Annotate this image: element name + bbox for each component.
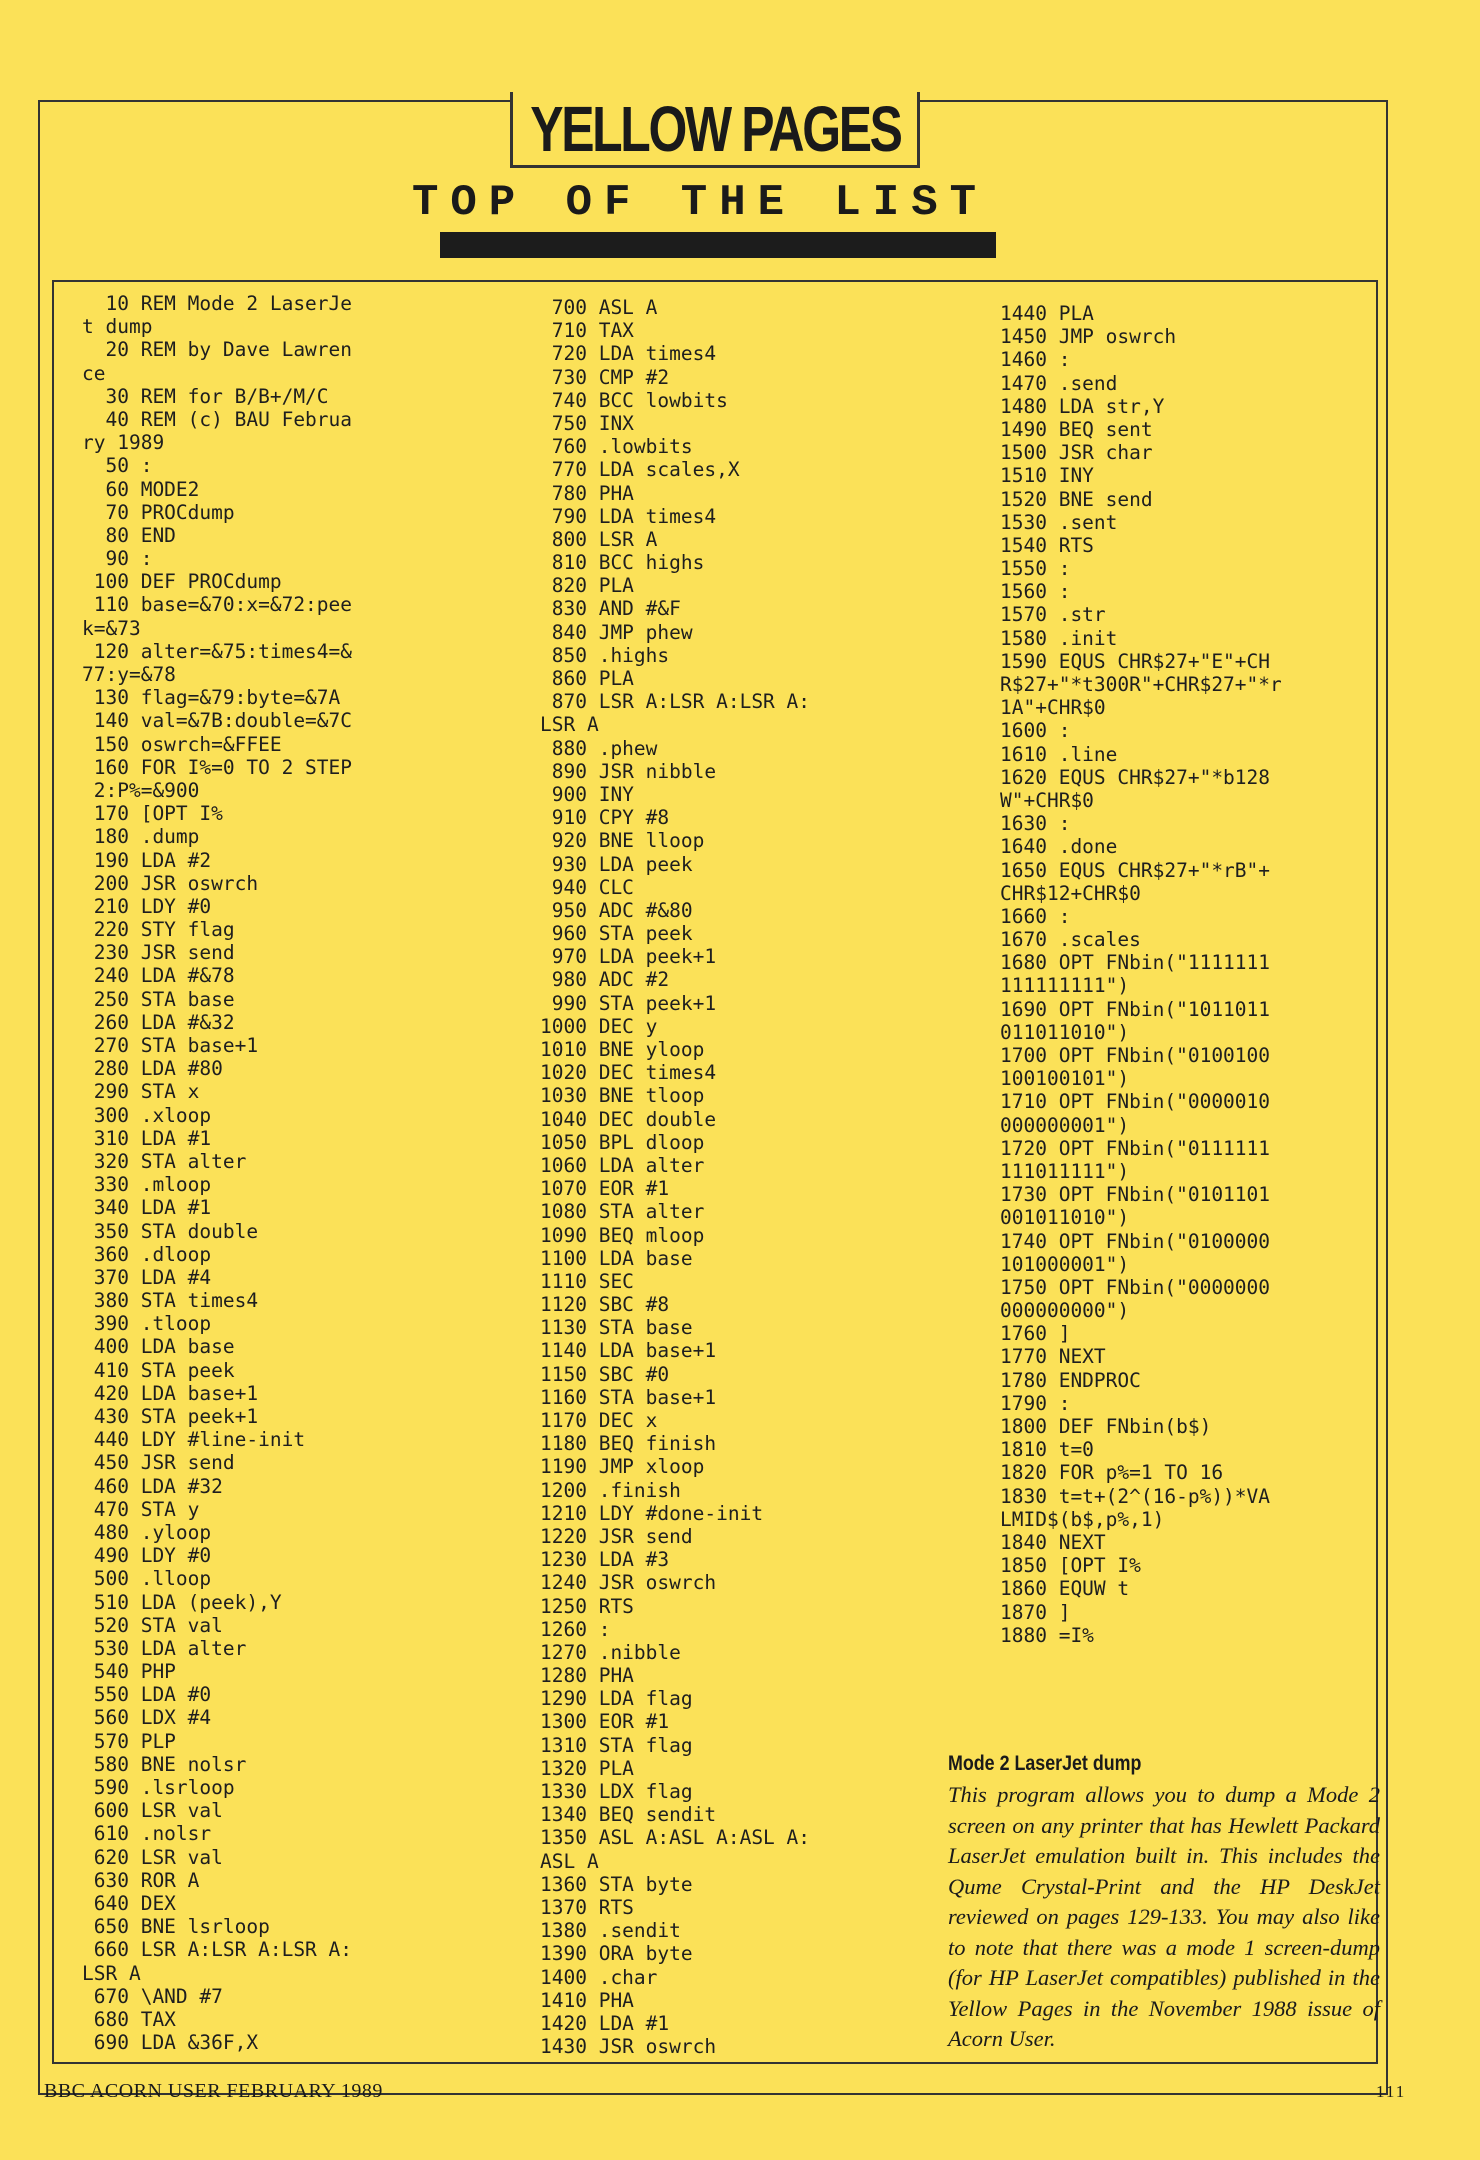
code-line: 260 LDA #&32 xyxy=(82,1010,235,1034)
code-line: 230 JSR send xyxy=(82,941,235,965)
code-line: 1740 OPT FNbin("0100000 xyxy=(1000,1229,1271,1253)
code-line: 1540 RTS xyxy=(1000,533,1094,557)
code-line: 770 LDA scales,X xyxy=(540,458,740,482)
code-line: 670 \AND #7 xyxy=(82,1984,223,2008)
code-line: 390 .tloop xyxy=(82,1312,212,1336)
code-line: 470 STA y xyxy=(82,1497,200,1521)
code-line: 620 LSR val xyxy=(82,1845,223,1869)
code-line: 1520 BNE send xyxy=(1000,487,1153,511)
code-line: 20 REM by Dave Lawren xyxy=(82,338,353,362)
code-line: 320 STA alter xyxy=(82,1149,247,1173)
code-line: 1710 OPT FNbin("0000010 xyxy=(1000,1090,1271,1114)
code-line: 980 ADC #2 xyxy=(540,968,670,992)
code-line: 000000001") xyxy=(1000,1113,1130,1137)
code-line: 1620 EQUS CHR$27+"*b128 xyxy=(1000,765,1271,789)
code-line: 210 LDY #0 xyxy=(82,894,212,918)
code-line: 1170 DEC x xyxy=(540,1409,658,1432)
code-line: 1380 .sendit xyxy=(540,1919,681,1943)
code-line: 540 PHP xyxy=(82,1660,176,1684)
code-line: 1400 .char xyxy=(540,1965,658,1989)
code-line: 860 PLA xyxy=(540,667,634,690)
code-line: 90 : xyxy=(82,547,153,571)
code-line: 1600 : xyxy=(1000,719,1071,743)
code-line: 1060 LDA alter xyxy=(540,1153,705,1177)
code-line: 1720 OPT FNbin("0111111 xyxy=(1000,1136,1271,1160)
code-line: 000000000") xyxy=(1000,1299,1130,1323)
code-line: 1270 .nibble xyxy=(540,1640,681,1664)
code-line: 330 .mloop xyxy=(82,1173,212,1197)
code-line: 780 PHA xyxy=(540,481,634,505)
code-line: 1390 ORA byte xyxy=(540,1942,693,1966)
code-line: 840 JMP phew xyxy=(540,620,693,644)
code-line: 380 STA times4 xyxy=(82,1289,259,1313)
code-line: 1770 NEXT xyxy=(1000,1345,1106,1369)
code-line: ry 1989 xyxy=(82,431,165,455)
code-line: 360 .dloop xyxy=(82,1242,212,1266)
listing-column-2 xyxy=(540,296,810,2058)
code-line: 101000001") xyxy=(1000,1252,1130,1276)
code-line: 510 LDA (peek),Y xyxy=(82,1590,282,1614)
code-line: 011011010") xyxy=(1000,1020,1130,1044)
code-line: 290 STA x xyxy=(82,1080,200,1104)
code-line: 700 ASL A xyxy=(540,296,658,319)
code-line: 750 INX xyxy=(540,411,634,435)
code-line: 1500 JSR char xyxy=(1000,441,1153,465)
code-line: 1290 LDA flag xyxy=(540,1687,693,1711)
code-line: 1460 : xyxy=(1000,348,1071,372)
caption-box xyxy=(948,1752,1380,2055)
code-line: 190 LDA #2 xyxy=(82,848,212,872)
code-line: 1550 : xyxy=(1000,557,1071,581)
code-line: 1660 : xyxy=(1000,904,1071,928)
code-line: 1670 .scales xyxy=(1000,928,1141,952)
code-line: 940 CLC xyxy=(540,875,634,899)
code-line: 1630 : xyxy=(1000,812,1071,836)
code-line: 730 CMP #2 xyxy=(540,365,670,389)
code-line: 170 [OPT I% xyxy=(82,802,223,826)
code-line: 560 LDX #4 xyxy=(82,1706,212,1730)
code-line: 1230 LDA #3 xyxy=(540,1548,670,1572)
code-line: 1490 BEQ sent xyxy=(1000,417,1153,441)
code-line: 1180 BEQ finish xyxy=(540,1432,717,1456)
code-line: CHR$12+CHR$0 xyxy=(1000,881,1141,905)
code-line: 1210 LDY #done-init xyxy=(540,1501,764,1525)
code-line: 1440 PLA xyxy=(1000,302,1094,325)
code-line: 250 STA base xyxy=(82,987,235,1011)
code-line: 920 BNE lloop xyxy=(540,829,705,853)
code-line: 1320 PLA xyxy=(540,1756,634,1780)
code-line: 410 STA peek xyxy=(82,1358,235,1382)
code-line: 1750 OPT FNbin("0000000 xyxy=(1000,1275,1271,1299)
code-line: 1040 DEC double xyxy=(540,1107,717,1131)
page-subtitle: TOP OF THE LIST xyxy=(411,178,989,228)
code-line: 1010 BNE yloop xyxy=(540,1038,705,1061)
code-line: 80 END xyxy=(82,523,176,547)
code-line: 820 PLA xyxy=(540,574,634,598)
code-line: 1430 JSR oswrch xyxy=(540,2035,717,2059)
code-line: 430 STA peek+1 xyxy=(82,1405,259,1428)
code-line: 1130 STA base xyxy=(540,1316,693,1340)
code-line: 930 LDA peek xyxy=(540,852,693,876)
code-line: 2:P%=&900 xyxy=(82,778,200,802)
code-line: 1730 OPT FNbin("0101101 xyxy=(1000,1183,1271,1207)
code-line: W"+CHR$0 xyxy=(1000,788,1094,812)
code-line: LMID$(b$,p%,1) xyxy=(1000,1507,1165,1531)
code-line: 1330 LDX flag xyxy=(540,1780,693,1803)
code-line: 1120 SBC #8 xyxy=(540,1293,670,1317)
footer-publication: BBC ACORN USER FEBRUARY 1989 xyxy=(44,2080,383,2102)
code-line: 1370 RTS xyxy=(540,1895,634,1919)
code-line: k=&73 xyxy=(82,616,141,640)
code-line: 490 LDY #0 xyxy=(82,1544,212,1568)
code-line: 1410 PHA xyxy=(540,1988,634,2012)
code-line: 220 STY flag xyxy=(82,918,235,942)
code-line: 300 .xloop xyxy=(82,1103,212,1127)
code-line: 720 LDA times4 xyxy=(540,342,717,366)
code-line: 640 DEX xyxy=(82,1891,176,1915)
code-line: R$27+"*t300R"+CHR$27+"*r xyxy=(1000,673,1282,696)
code-line: 1030 BNE tloop xyxy=(540,1084,705,1108)
code-line: 1850 [OPT I% xyxy=(1000,1554,1141,1578)
listing-column-1 xyxy=(82,292,352,2054)
code-line: 1340 BEQ sendit xyxy=(540,1803,717,1827)
code-line: 1080 STA alter xyxy=(540,1200,705,1224)
code-line: 570 PLP xyxy=(82,1729,176,1753)
code-line: 110 base=&70:x=&72:pee xyxy=(82,593,353,617)
code-line: 760 .lowbits xyxy=(540,435,693,459)
code-line: 1070 EOR #1 xyxy=(540,1177,670,1201)
code-line: 740 BCC lowbits xyxy=(540,388,728,412)
code-line: 830 AND #&F xyxy=(540,597,681,621)
code-line: 650 BNE lsrloop xyxy=(82,1915,270,1939)
code-line: 10 REM Mode 2 LaserJe xyxy=(82,292,353,315)
code-line: 1300 EOR #1 xyxy=(540,1710,670,1734)
code-line: 1640 .done xyxy=(1000,835,1118,859)
code-line: 1690 OPT FNbin("1011011 xyxy=(1000,997,1271,1021)
code-line: 280 LDA #80 xyxy=(82,1057,223,1081)
code-line: 950 ADC #&80 xyxy=(540,898,693,922)
code-line: 460 LDA #32 xyxy=(82,1474,223,1498)
code-line: 600 LSR val xyxy=(82,1799,223,1823)
code-line: LSR A xyxy=(82,1961,141,1985)
code-line: 1200 .finish xyxy=(540,1478,681,1502)
code-line: 1310 STA flag xyxy=(540,1733,693,1757)
code-line: 120 alter=&75:times4=& xyxy=(82,639,353,663)
code-line: 1350 ASL A:ASL A:ASL A: xyxy=(540,1826,811,1850)
code-line: ASL A xyxy=(540,1849,599,1873)
code-line: 1140 LDA base+1 xyxy=(540,1339,717,1363)
code-line: 960 STA peek xyxy=(540,922,693,946)
code-line: 1220 JSR send xyxy=(540,1524,693,1548)
code-line: 400 LDA base xyxy=(82,1335,235,1359)
code-line: 1880 =I% xyxy=(1000,1623,1094,1647)
code-line: 1860 EQUW t xyxy=(1000,1577,1130,1601)
code-line: 520 STA val xyxy=(82,1613,223,1637)
code-line: 77:y=&78 xyxy=(82,663,176,686)
code-line: 1680 OPT FNbin("1111111 xyxy=(1000,951,1271,975)
code-line: 870 LSR A:LSR A:LSR A: xyxy=(540,690,811,714)
code-line: 150 oswrch=&FFEE xyxy=(82,732,282,756)
page-title: YELLOW PAGES xyxy=(529,92,901,165)
code-line: 550 LDA #0 xyxy=(82,1683,212,1707)
code-line: 1780 ENDPROC xyxy=(1000,1368,1141,1392)
code-line: 1800 DEF FNbin(b$) xyxy=(1000,1415,1212,1438)
code-line: 1840 NEXT xyxy=(1000,1530,1106,1554)
code-line: 910 CPY #8 xyxy=(540,806,670,830)
code-line: 130 flag=&79:byte=&7A xyxy=(82,686,341,710)
code-line: 160 FOR I%=0 TO 2 STEP xyxy=(82,755,353,779)
code-line: 900 INY xyxy=(540,782,634,806)
code-line: 30 REM for B/B+/M/C xyxy=(82,384,329,408)
code-line: ce xyxy=(82,361,106,385)
code-line: 1580 .init xyxy=(1000,626,1118,650)
code-line: 1650 EQUS CHR$27+"*rB"+ xyxy=(1000,858,1271,882)
page-number: 111 xyxy=(1376,2082,1407,2101)
code-line: 200 JSR oswrch xyxy=(82,871,259,895)
code-line: 1A"+CHR$0 xyxy=(1000,696,1106,720)
listing-column-3 xyxy=(1000,302,1282,1647)
code-line: 1870 ] xyxy=(1000,1600,1071,1624)
code-line: 890 JSR nibble xyxy=(540,759,717,783)
code-line: 60 MODE2 xyxy=(82,477,200,501)
code-line: 1480 LDA str,Y xyxy=(1000,394,1165,418)
code-line: 810 BCC highs xyxy=(540,551,705,575)
code-line: 1160 STA base+1 xyxy=(540,1385,717,1409)
code-line: 111011111") xyxy=(1000,1159,1130,1183)
code-line: 500 .lloop xyxy=(82,1567,212,1591)
code-line: 1260 : xyxy=(540,1617,611,1641)
code-line: 1020 DEC times4 xyxy=(540,1061,717,1085)
code-line: 001011010") xyxy=(1000,1206,1130,1230)
code-line: 1450 JMP oswrch xyxy=(1000,325,1177,349)
code-line: 240 LDA #&78 xyxy=(82,964,235,988)
code-line: 590 .lsrloop xyxy=(82,1776,235,1799)
code-line: 1470 .send xyxy=(1000,371,1118,395)
code-line: 50 : xyxy=(82,454,153,478)
code-line: 1530 .sent xyxy=(1000,510,1118,534)
code-line: 140 val=&7B:double=&7C xyxy=(82,709,353,733)
code-line: 1190 JMP xloop xyxy=(540,1455,705,1479)
code-line: 1810 t=0 xyxy=(1000,1438,1094,1462)
code-line: 450 JSR send xyxy=(82,1451,235,1475)
code-line: 1590 EQUS CHR$27+"E"+CH xyxy=(1000,649,1271,673)
code-line: LSR A xyxy=(540,713,599,737)
code-line: 1570 .str xyxy=(1000,603,1106,627)
code-line: 990 STA peek+1 xyxy=(540,991,717,1015)
code-line: 530 LDA alter xyxy=(82,1636,247,1660)
code-line: 710 TAX xyxy=(540,319,634,343)
code-line: 790 LDA times4 xyxy=(540,504,717,528)
code-line: 1280 PHA xyxy=(540,1664,634,1688)
title-underline-bar xyxy=(440,232,996,258)
code-line: 1240 JSR oswrch xyxy=(540,1571,717,1595)
code-line: 420 LDA base+1 xyxy=(82,1381,259,1405)
caption-heading: Mode 2 LaserJet dump xyxy=(948,1752,1142,1775)
code-line: 100 DEF PROCdump xyxy=(82,570,282,594)
code-line: 340 LDA #1 xyxy=(82,1196,212,1220)
code-line: 100100101") xyxy=(1000,1067,1130,1091)
code-line: 850 .highs xyxy=(540,643,670,667)
code-line: 680 TAX xyxy=(82,2007,176,2031)
title-box xyxy=(510,92,920,168)
code-line: 480 .yloop xyxy=(82,1520,212,1544)
code-line: 40 REM (c) BAU Februa xyxy=(82,407,353,431)
code-line: 1510 INY xyxy=(1000,464,1094,488)
code-line: 1000 DEC y xyxy=(540,1014,658,1038)
code-line: 310 LDA #1 xyxy=(82,1126,212,1150)
code-line: 180 .dump xyxy=(82,825,200,849)
code-line: 1360 STA byte xyxy=(540,1872,693,1896)
code-line: 1760 ] xyxy=(1000,1322,1071,1346)
code-line: 660 LSR A:LSR A:LSR A: xyxy=(82,1938,353,1962)
code-line: 800 LSR A xyxy=(540,527,658,551)
code-line: 1790 : xyxy=(1000,1391,1071,1415)
code-line: 580 BNE nolsr xyxy=(82,1752,247,1776)
code-line: 1830 t=t+(2^(16-p%))*VA xyxy=(1000,1484,1271,1508)
code-line: t dump xyxy=(82,315,153,339)
code-line: 1420 LDA #1 xyxy=(540,2011,670,2035)
code-line: 630 ROR A xyxy=(82,1868,200,1892)
code-line: 440 LDY #line-init xyxy=(82,1428,306,1452)
code-line: 1050 BPL dloop xyxy=(540,1130,705,1154)
code-line: 370 LDA #4 xyxy=(82,1265,212,1289)
code-line: 970 LDA peek+1 xyxy=(540,945,717,969)
code-line: 270 STA base+1 xyxy=(82,1034,259,1057)
code-line: 1110 SEC xyxy=(540,1269,634,1293)
code-line: 1100 LDA base xyxy=(540,1246,693,1270)
code-line: 1560 : xyxy=(1000,580,1071,604)
code-line: 1820 FOR p%=1 TO 16 xyxy=(1000,1461,1224,1485)
code-line: 1150 SBC #0 xyxy=(540,1362,670,1386)
code-line: 1250 RTS xyxy=(540,1594,634,1618)
code-line: 1700 OPT FNbin("0100100 xyxy=(1000,1044,1271,1067)
code-line: 70 PROCdump xyxy=(82,500,235,524)
code-line: 610 .nolsr xyxy=(82,1822,212,1846)
code-line: 1090 BEQ mloop xyxy=(540,1223,705,1247)
code-line: 880 .phew xyxy=(540,736,658,760)
code-line: 350 STA double xyxy=(82,1219,259,1243)
code-line: 690 LDA &36F,X xyxy=(82,2031,259,2055)
code-line: 111111111") xyxy=(1000,974,1130,998)
code-line: 1610 .line xyxy=(1000,742,1118,766)
caption-body: This program allows you to dump a Mode 2 screen on any printer that has Hewlett Packard LaserJet emulation built in. This includes the Qume Crystal-Print and the HP DeskJet reviewed on pages 129-133. You may also like to note that there was a mode 1 screen-dump (for HP LaserJet compatibles) published in the Yellow Pages in the November 1988 issue of Acorn User. xyxy=(948,1782,1380,2051)
